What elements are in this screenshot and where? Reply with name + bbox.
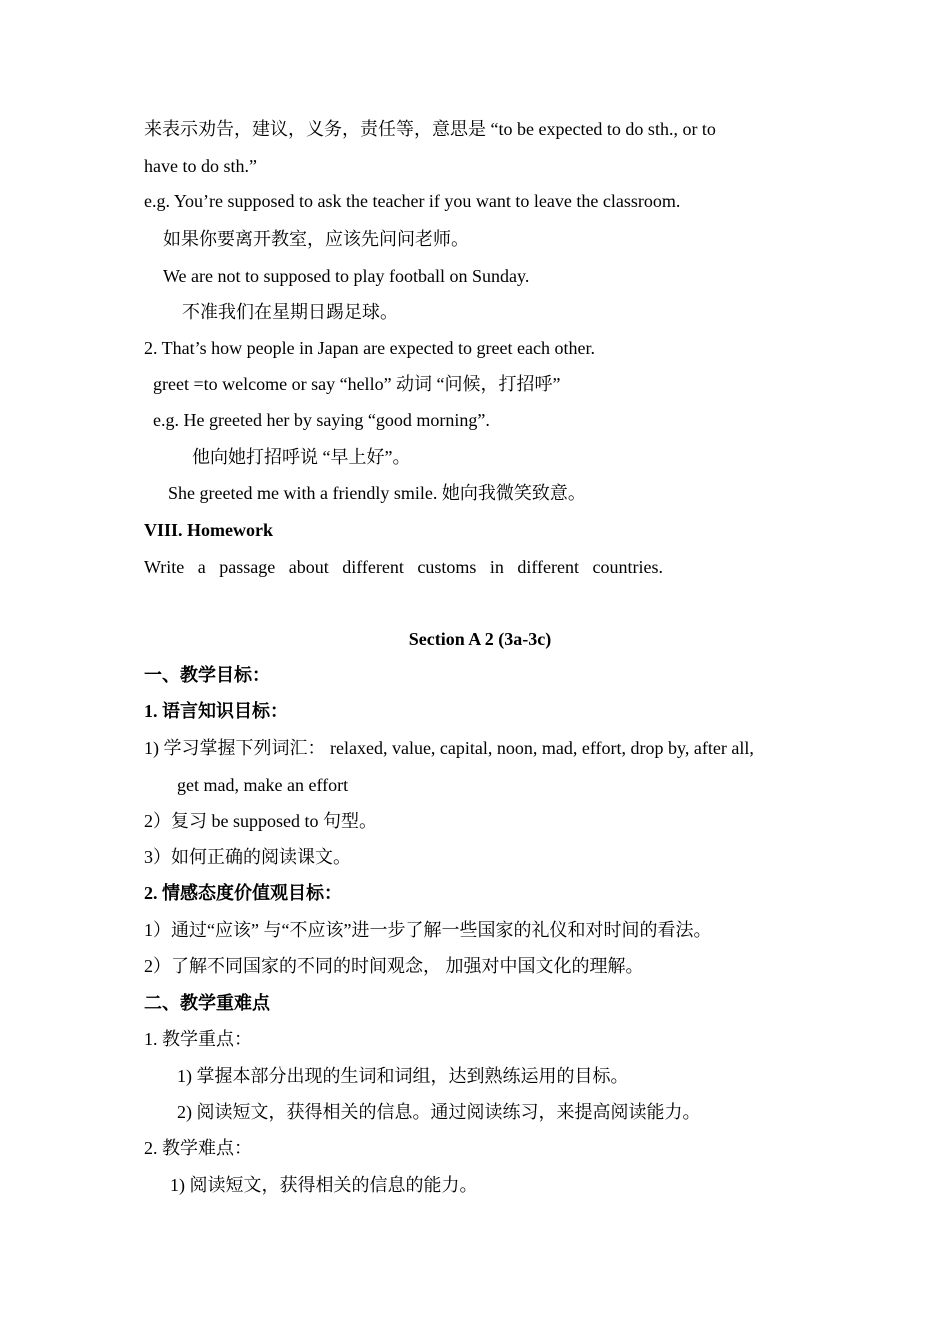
- subheading-language-objectives: 1. 语言知识目标：: [144, 701, 288, 721]
- section-title: Section A 2 (3a-3c): [408, 629, 552, 649]
- example-line: We are not to supposed to play football on Sunday.: [163, 266, 530, 286]
- text-line: have to do sth.”: [144, 156, 257, 176]
- section-heading-homework: VIII. Homework: [144, 520, 273, 540]
- subheading-difficult-points: 2. 教学难点：: [144, 1138, 252, 1158]
- list-item: 1）通过“应该” 与“不应该”进一步了解一些国家的礼仪和对时间的看法。: [144, 920, 712, 940]
- subheading-attitude-objectives: 2. 情感态度价值观目标：: [144, 883, 342, 903]
- example-line: e.g. You’re supposed to ask the teacher if you want to leave the classroom.: [144, 191, 681, 211]
- text-line: 来表示劝告，建议，义务，责任等，意思是 “to be expected to do sth., or to: [144, 119, 716, 139]
- list-item: 1) 阅读短文，获得相关的信息的能力。: [170, 1175, 478, 1195]
- list-item: 2）了解不同国家的不同的时间观念， 加强对中国文化的理解。: [144, 956, 644, 976]
- list-item: 3）如何正确的阅读课文。: [144, 847, 351, 867]
- list-item: 2) 阅读短文，获得相关的信息。通过阅读练习，来提高阅读能力。: [177, 1102, 701, 1122]
- list-item: 1) 学习掌握下列词汇： relaxed, value, capital, noon, mad, effort, drop by, after all,: [144, 738, 754, 758]
- heading-teaching-objectives: 一、教学目标：: [144, 665, 270, 685]
- heading-key-difficult-points: 二、教学重难点: [144, 993, 270, 1013]
- list-item: 1) 掌握本部分出现的生词和词组，达到熟练运用的目标。: [177, 1066, 629, 1086]
- translation-line: 不准我们在星期日踢足球。: [182, 302, 398, 322]
- subheading-key-points: 1. 教学重点：: [144, 1029, 252, 1049]
- example-line: She greeted me with a friendly smile. 她向我微笑致意。: [168, 483, 586, 503]
- translation-line: 如果你要离开教室，应该先问问老师。: [163, 229, 469, 249]
- list-item: 2）复习 be supposed to 句型。: [144, 811, 377, 831]
- homework-text: Write a passage about different customs in different countries.: [144, 557, 663, 577]
- list-item-continued: get mad, make an effort: [177, 775, 349, 795]
- example-line: e.g. He greeted her by saying “good morning”.: [153, 410, 490, 430]
- translation-line: 他向她打招呼说 “早上好”。: [192, 447, 411, 467]
- definition-line: greet =to welcome or say “hello” 动词 “问候，打招呼”: [153, 374, 561, 394]
- point-heading: 2. That’s how people in Japan are expected to greet each other.: [144, 338, 595, 358]
